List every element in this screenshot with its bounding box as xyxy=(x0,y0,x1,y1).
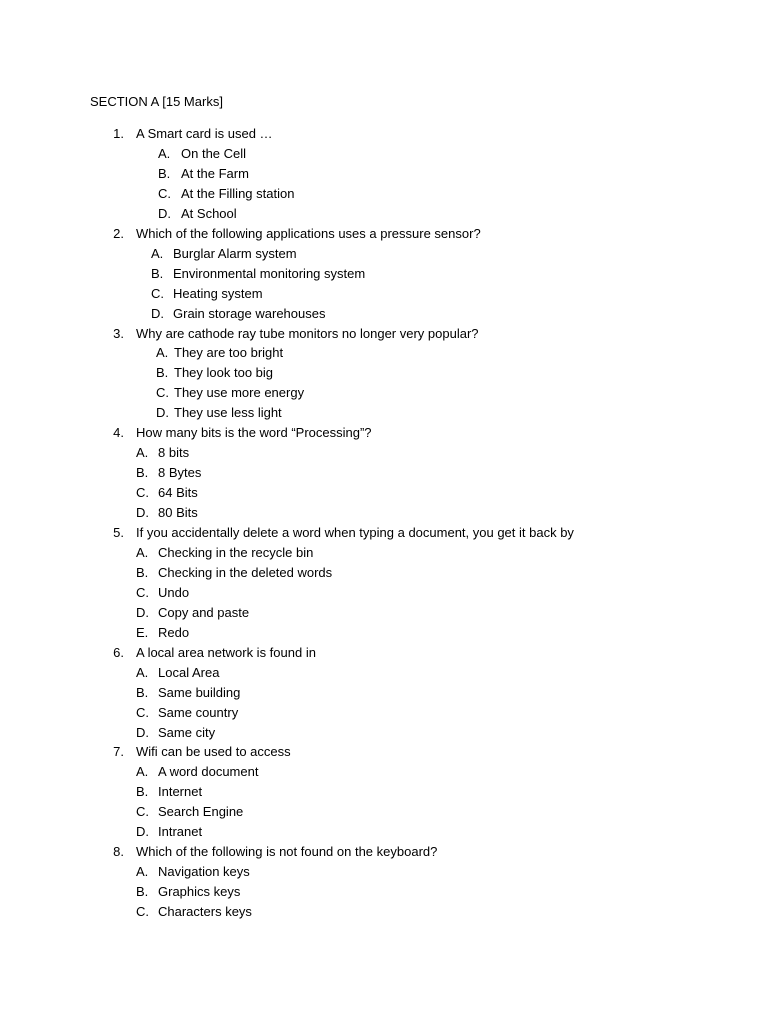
question-text: How many bits is the word “Processing”? xyxy=(136,425,372,441)
option-text: At the Filling station xyxy=(181,185,295,201)
option-text: At School xyxy=(181,205,237,221)
option-letter: A. xyxy=(158,145,171,161)
option-letter: A. xyxy=(136,864,149,880)
option-letter: A. xyxy=(136,764,149,780)
question-number: 7. xyxy=(113,744,124,760)
option-letter: C. xyxy=(136,804,149,820)
option-text: They are too bright xyxy=(174,345,284,361)
option-text: On the Cell xyxy=(181,145,247,161)
option-letter: C. xyxy=(156,385,169,401)
option-letter: C. xyxy=(136,704,149,720)
option-letter: D. xyxy=(136,604,149,620)
option-letter: E. xyxy=(136,624,149,640)
option-letter: A. xyxy=(136,664,149,680)
option-text: Checking in the deleted words xyxy=(158,564,333,580)
option-text: Checking in the recycle bin xyxy=(158,544,314,560)
question-text: Which of the following is not found on the keyboard? xyxy=(136,844,438,860)
option-text: Navigation keys xyxy=(158,864,250,880)
option-text: Redo xyxy=(158,624,190,640)
question-number: 3. xyxy=(113,325,124,341)
question-text: Wifi can be used to access xyxy=(136,744,291,760)
option-text: They use less light xyxy=(174,405,282,421)
option-text: Same building xyxy=(158,684,241,700)
option-letter: C. xyxy=(151,285,164,301)
option-letter: B. xyxy=(136,564,149,580)
question-number: 1. xyxy=(113,126,124,141)
option-letter: B. xyxy=(156,365,169,381)
option-letter: D. xyxy=(136,824,149,840)
option-letter: D. xyxy=(136,505,149,521)
option-text: Internet xyxy=(158,784,203,800)
option-text: 80 Bits xyxy=(158,505,198,521)
option-text: Graphics keys xyxy=(158,884,241,900)
option-letter: B. xyxy=(136,784,149,800)
option-letter: B. xyxy=(136,684,149,700)
question-number: 4. xyxy=(113,425,124,441)
option-text: At the Farm xyxy=(181,165,249,181)
option-letter: D. xyxy=(136,724,149,740)
question-number: 6. xyxy=(113,644,124,660)
option-text: Characters keys xyxy=(158,904,252,920)
question-text: A Smart card is used … xyxy=(136,126,273,141)
option-text: Same city xyxy=(158,724,216,740)
section-title: SECTION A [15 Marks] xyxy=(90,94,223,109)
question-text: A local area network is found in xyxy=(136,644,316,660)
question-text: Which of the following applications uses a pressure sensor? xyxy=(136,225,481,241)
option-letter: A. xyxy=(136,445,149,461)
option-text: They look too big xyxy=(174,365,274,381)
option-letter: C. xyxy=(136,485,149,501)
option-text: Undo xyxy=(158,584,190,600)
option-text: Copy and paste xyxy=(158,604,250,620)
question-text: Why are cathode ray tube monitors no longer very popular? xyxy=(136,325,479,341)
option-text: Intranet xyxy=(158,824,203,840)
option-text: Search Engine xyxy=(158,804,244,820)
option-text: Same country xyxy=(158,704,239,720)
question-number: 8. xyxy=(113,844,124,860)
option-letter: A. xyxy=(136,544,149,560)
question-number: 2. xyxy=(113,225,124,241)
option-text: Environmental monitoring system xyxy=(173,265,366,281)
option-letter: B. xyxy=(136,465,149,481)
option-text: 8 Bytes xyxy=(158,465,202,481)
option-letter: C. xyxy=(136,904,149,920)
option-text: 8 bits xyxy=(158,445,190,461)
option-letter: A. xyxy=(156,345,169,361)
option-text: A word document xyxy=(158,764,259,780)
option-text: 64 Bits xyxy=(158,485,198,501)
option-letter: B. xyxy=(158,165,171,181)
question-text: If you accidentally delete a word when typing a document, you get it back by xyxy=(136,525,574,540)
option-letter: D. xyxy=(158,205,171,221)
option-text: Burglar Alarm system xyxy=(173,245,297,261)
option-letter: A. xyxy=(151,245,164,261)
option-text: Grain storage warehouses xyxy=(173,305,326,321)
option-letter: C. xyxy=(136,584,149,600)
option-letter: B. xyxy=(136,884,149,900)
option-letter: B. xyxy=(151,265,164,281)
option-text: Heating system xyxy=(173,285,263,301)
option-letter: D. xyxy=(151,305,164,321)
question-number: 5. xyxy=(113,525,124,540)
option-text: Local Area xyxy=(158,664,220,680)
option-letter: D. xyxy=(156,405,169,421)
option-text: They use more energy xyxy=(174,385,305,401)
option-letter: C. xyxy=(158,185,171,201)
